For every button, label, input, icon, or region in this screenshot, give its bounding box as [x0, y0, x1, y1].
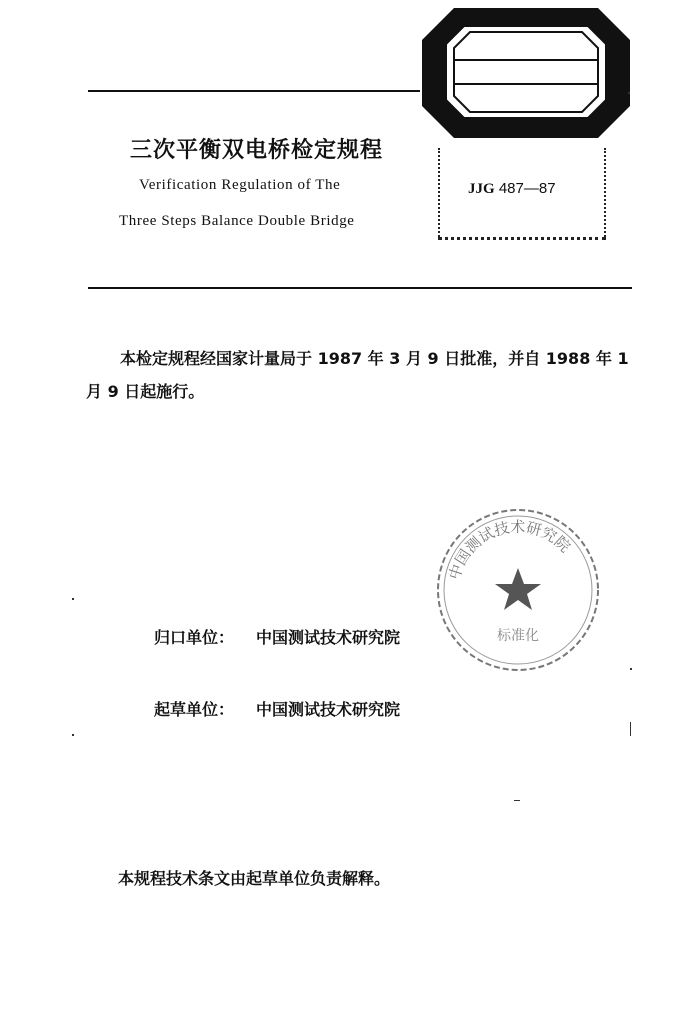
top-rule — [88, 90, 420, 92]
title-chinese: 三次平衡双电桥检定规程 — [130, 138, 384, 163]
approval-paragraph: 本检定规程经国家计量局于 1987 年 3 月 9 日批准，并自 1988 年 1 月 9 日起施行。 — [86, 349, 629, 401]
responsible-unit-value: 中国测试技术研究院 — [256, 628, 401, 647]
scan-speck — [72, 598, 74, 600]
seal-center-text: 标准化 — [497, 628, 539, 644]
scan-speck — [72, 734, 74, 736]
title-english-line-2: Three Steps Balance Double Bridge — [119, 213, 355, 229]
scan-speck — [628, 92, 630, 94]
seal-ring-text: 中国测试技术研究院 — [445, 517, 574, 582]
scan-speck — [630, 668, 632, 670]
standard-number — [468, 180, 556, 198]
drafting-unit-label: 起草单位： — [154, 700, 235, 719]
interpretation-note: 本规程技术条文由起草单位负责解释。 — [118, 869, 391, 888]
standard-code: 487—87 — [494, 180, 556, 197]
header-bottom-rule — [88, 287, 632, 289]
svg-text:中国测试技术研究院 — [445, 518, 574, 582]
responsible-unit-label: 归口单位： — [154, 628, 235, 647]
official-seal-stamp — [428, 500, 608, 680]
scan-speck — [514, 800, 520, 801]
scan-speck — [630, 722, 631, 736]
standard-prefix: JJG — [468, 181, 495, 197]
title-english-line-1: Verification Regulation of The — [139, 177, 341, 193]
standard-logo-emblem — [420, 6, 632, 140]
drafting-unit-value: 中国测试技术研究院 — [256, 700, 401, 719]
